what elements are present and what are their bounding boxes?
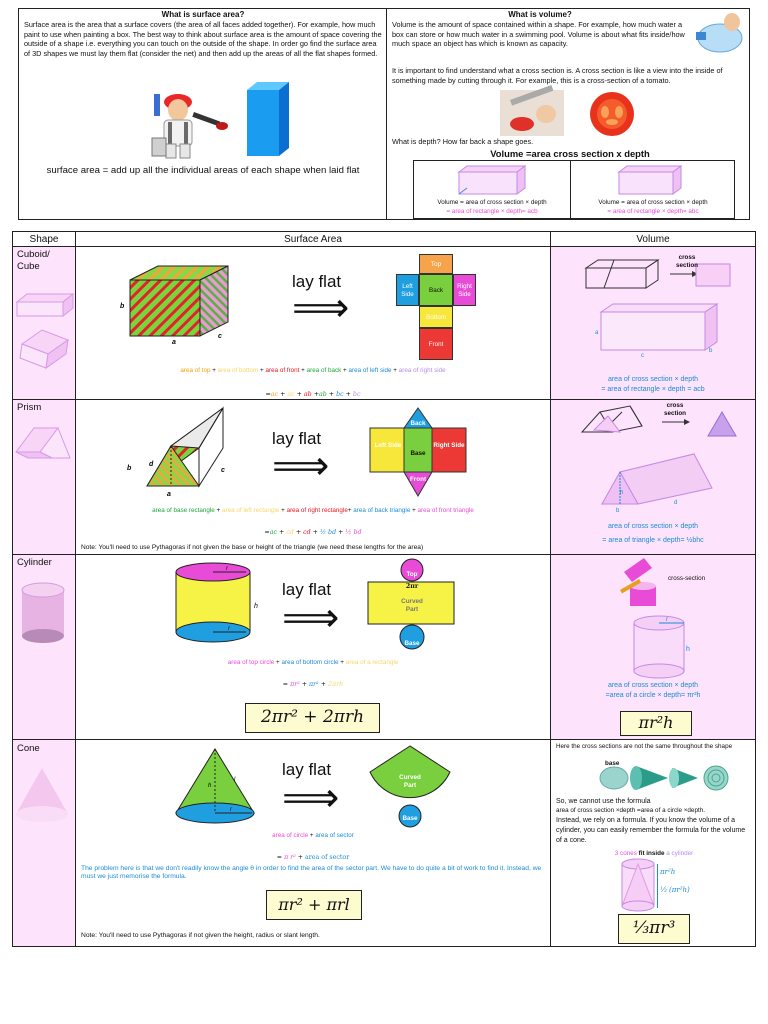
cuboid-lay-flat-arrow: ⟹ (292, 286, 350, 330)
svg-text:c: c (221, 467, 225, 474)
svg-text:d: d (674, 500, 678, 506)
svg-text:h: h (686, 646, 690, 653)
row-sep-header (12, 246, 756, 247)
cube-shape-icon (18, 326, 72, 370)
prism-name: Prism (17, 402, 42, 413)
svg-text:a: a (595, 330, 599, 336)
cylinder-sa-formula-box: 2πr² + 2πrh (245, 703, 380, 733)
cylinder-sa-line2: = πr² + πr² + 2πrh (282, 681, 344, 688)
sa-summary: surface area = add up all the individual areas of each shape when laid flat (46, 165, 360, 176)
svg-text:r: r (666, 617, 668, 623)
svg-text:h: h (208, 783, 212, 789)
row-sep-2 (12, 554, 756, 555)
svg-text:b: b (127, 465, 132, 472)
sa-heading: What is surface area? (161, 10, 245, 19)
cylinder-net-curved: Curved Part (401, 598, 423, 613)
sa-text: Surface area is the area that a surface covers (the area of all faces added together). For example, how much paint to use when painting a box. The best way to think about surface area is the amount of space covering the outside of a shape i.e. everything you can touch on the outside of the shape. In order go find the surface area of 3D shapes we must lay them flat (consider the net) and then add up the areas of all the flat shapes formed. (24, 20, 382, 58)
cylinder-name: Cylinder (17, 557, 52, 568)
cuboid-lay-flat-label: lay flat (292, 272, 342, 291)
cylinder-lay-flat-label: lay flat (282, 580, 332, 599)
cylinder-net-base: Base (404, 640, 420, 647)
cylinder-vol-line2: =area of a circle × depth= πr²h (605, 692, 701, 699)
cuboid-shape-icon-1 (15, 292, 75, 318)
blue-cuboid-illustration (243, 80, 291, 158)
cuboid-vol-line2: = area of rectangle × depth = acb (601, 386, 705, 393)
cone-vol-side-2: ⅓ (πr²h) (660, 886, 690, 894)
net-bottom: Bottom (419, 306, 453, 328)
cylinder-vol-formula-box: πr²h (620, 711, 692, 736)
cone-vol-p2b: area of cross section ×depth =area of a circle ×depth. (556, 807, 705, 814)
top-divider (386, 8, 387, 220)
cuboid-name: Cuboid/ Cube (17, 249, 50, 272)
cone-net-curved: Curved Part (399, 774, 421, 789)
cylinder-net-2pir: 2πr (405, 583, 419, 590)
svg-text:a: a (167, 491, 171, 498)
cylinder-net-top: Top (406, 571, 418, 578)
cone-lay-flat-arrow: ⟹ (282, 776, 340, 820)
cylinder-cross-section-label: cross-section (668, 575, 706, 582)
svg-text:l: l (234, 777, 236, 783)
svg-text:h: h (620, 490, 624, 496)
prism-net-right: Right Side (433, 442, 465, 449)
vol-text2: It is important to find understand what a cross section is. A cross section is like a view into the inside of something made by cutting through it. For example, this is a cross-section of a tomato. (392, 66, 723, 85)
row-sep-1 (12, 399, 756, 400)
cone-name: Cone (17, 743, 40, 754)
cone-in-cylinder-brace (652, 864, 658, 908)
cuboid-sa-line2: =ac + ac + ab +ab + bc + bc (265, 391, 361, 398)
prism-lay-flat-label: lay flat (272, 429, 322, 448)
svg-text:r: r (230, 807, 232, 813)
header-volume: Volume (636, 234, 670, 245)
prism-volume-diagram (598, 452, 728, 514)
prism-sa-line1: area of base rectangle + area of left rectangle + area of right rectangle+ area of back triangle + area of front triangle (152, 507, 474, 514)
svg-text:c: c (218, 333, 222, 340)
painter-illustration (150, 80, 230, 162)
prism-note: Note: You'll need to use Pythagoras if not given the base or height of the triangle (we need these lengths for the area) (81, 544, 424, 551)
cone-sa-note: The problem here is that we don't readily know the angle θ in order to find the area of the sector part. We have to do quite a bit of work to find it. Instead, we must we just memorise the formula. (81, 865, 542, 880)
svg-text:b: b (709, 348, 713, 354)
prism-net-front: Front (409, 476, 427, 483)
cone-base-label: base (605, 760, 620, 767)
prism-shape-icon (14, 422, 72, 462)
cylinder-sa-line1: area of top circle + area of bottom circle + area of a rectangle (227, 659, 399, 666)
cone-vol-p2c: Instead, we rely on a formula. If you know the volume of a cylinder, you can easily remember the formula for the volume of a cone. (556, 817, 746, 844)
water-bottle-illustration (694, 12, 744, 56)
prism-vol-line1: area of cross section × depth (607, 523, 699, 530)
cuboid-cross-section-label: cross section (675, 254, 699, 269)
cuboid-vol-line1: area of cross section × depth (607, 376, 699, 383)
svg-text:r: r (228, 626, 230, 632)
cylinder-lay-flat-arrow: ⟹ (282, 596, 340, 640)
cone-shape-icon (12, 766, 72, 824)
vol-example-cuboid-2 (613, 164, 687, 198)
cone-vol-p1: Here the cross sections are not the same throughout the shape (556, 743, 733, 750)
vol-text1: Volume is the amount of space contained within a shape. For example, how much water a box can store or how much water in a swimming pool. Volume is about what fits inside/how much space an object has which is known as capacity. (392, 20, 685, 49)
cone-sa-line1: area of circle + area of sector (272, 832, 354, 839)
cone-sa-line2: = π r² + area of sector (276, 854, 350, 861)
cone-vol-formula-box: ⅓πr³ (618, 914, 690, 944)
net-front: Front (419, 328, 453, 360)
svg-text:d: d (149, 461, 154, 468)
cuboid-sa-line1: area of top + area of bottom + area of front + area of back + area of left side + area of right side (180, 367, 446, 374)
tomato-cross-section-illustration (585, 88, 639, 138)
cone-cross-sections-diagram (598, 762, 738, 794)
vol-example1-line1: Volume = area of cross section × depth (437, 199, 547, 206)
cone-vol-p3: 3 cones fit inside a cylinder (614, 850, 694, 857)
svg-text:c: c (641, 353, 644, 359)
net-left-side: Left Side (396, 274, 419, 306)
cone-lay-flat-label: lay flat (282, 760, 332, 779)
header-surface-area: Surface Area (284, 234, 342, 245)
prism-lay-flat-arrow: ⟹ (272, 444, 330, 488)
net-back: Back (419, 274, 453, 306)
cylinder-diagram (170, 562, 262, 644)
cuboid-volume-prism-diagram (595, 300, 725, 360)
svg-text:r: r (226, 566, 228, 572)
svg-text:b: b (616, 508, 620, 514)
prism-cross-section-label: cross section (663, 402, 687, 417)
vol-example2-line1: Volume = area of cross section × depth (598, 199, 708, 206)
prism-net-back: Back (410, 420, 426, 427)
svg-text:a: a (172, 339, 176, 346)
vol-example2-line2: = area of rectangle × depth= abc (607, 208, 699, 215)
cuboid-net (396, 254, 496, 360)
cone-diagram (172, 747, 258, 827)
vol-formula: Volume =area cross section x depth (490, 148, 650, 159)
svg-text:b: b (120, 303, 125, 310)
cuboid-cross-section-diagram (584, 254, 734, 294)
prism-net-base: Base (410, 450, 426, 457)
cylinder-cut-diagram (618, 556, 678, 610)
net-top: Top (419, 254, 453, 274)
cuboid-hatched-diagram (120, 262, 230, 346)
tomato-cutting-illustration (500, 90, 564, 136)
cylinder-shape-icon (20, 582, 66, 644)
prism-hatched-diagram (125, 406, 245, 498)
cylinder-volume-diagram (630, 615, 692, 681)
cone-note: Note: You'll need to use Pythagoras if not given the height, radius or slant length. (81, 932, 320, 939)
cone-sa-formula-box: πr² + πrl (266, 890, 362, 920)
prism-net-left: Left Side (374, 442, 402, 449)
svg-text:h: h (254, 603, 258, 610)
header-shape: Shape (29, 234, 59, 245)
vol-example-cuboid-1 (455, 164, 531, 198)
cone-vol-p2a: So, we cannot use the formula (556, 798, 651, 805)
cylinder-vol-line1: area of cross section × depth (607, 682, 699, 689)
vol-example1-line2: = area of rectangle × depth= acb (446, 208, 538, 215)
cone-net-base: Base (402, 815, 418, 822)
vol-examples-divider (570, 160, 571, 219)
vol-depth-question: What is depth? How far back a shape goes. (392, 137, 534, 146)
row-sep-3 (12, 739, 756, 740)
prism-sa-line2: =ac + cd + cd + ½ bd + ½ bd (264, 529, 362, 536)
prism-vol-line2: = area of triangle × depth= ½bhc (602, 537, 704, 544)
net-right-side: Right Side (453, 274, 476, 306)
vol-heading: What is volume? (508, 10, 572, 19)
cone-vol-side-1: πr²h (660, 868, 676, 876)
